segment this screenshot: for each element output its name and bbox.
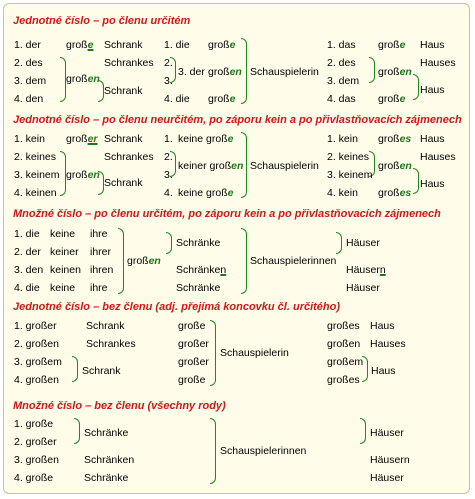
bracket bbox=[413, 74, 419, 100]
s3-f-noun: Schauspielerinnen bbox=[250, 255, 337, 267]
s2-n1-adj: großes bbox=[378, 133, 412, 145]
s1-n1-article: 1. das bbox=[327, 39, 356, 51]
bracket bbox=[241, 228, 247, 294]
s2-n2-noun: Hauses bbox=[420, 151, 456, 163]
s1-n2-noun: Hauses bbox=[420, 57, 456, 69]
s2-n23-adj: großen bbox=[378, 160, 412, 172]
s2-n4-adj: großes bbox=[378, 187, 412, 199]
s1-n2-article: 2. des bbox=[327, 57, 356, 69]
s5-n3-noun: Häusern bbox=[370, 454, 410, 466]
s4-m4: 4. großen bbox=[14, 374, 59, 386]
s2-n4-article: 4. kein bbox=[327, 187, 358, 199]
s4-m2: 2. großen bbox=[14, 338, 59, 350]
s2-m1-article: 1. kein bbox=[14, 133, 45, 145]
s2-f1-number: 1. bbox=[164, 133, 173, 145]
s2-m2-noun: Schrankes bbox=[104, 151, 154, 163]
section-heading-3: Množné číslo – po členu určitém, po záporu kein a po přivlastňovacích zájmenech bbox=[13, 208, 441, 220]
bracket bbox=[74, 418, 80, 444]
s2-m3-article: 3. keinem bbox=[14, 169, 60, 181]
bracket bbox=[336, 232, 342, 254]
bracket bbox=[118, 228, 124, 294]
s4-m1-noun: Schrank bbox=[86, 320, 125, 332]
s1-m4-noun: Schrank bbox=[104, 85, 143, 97]
s1-f23-article: 3. der bbox=[178, 66, 205, 78]
bracket bbox=[210, 320, 216, 386]
s2-f1-adj: keine große bbox=[178, 133, 234, 145]
s1-f-noun: Schauspielerin bbox=[250, 66, 319, 78]
s4-m2-noun: Schrankes bbox=[86, 338, 136, 350]
s3-r4-kein: keine bbox=[50, 282, 76, 294]
s3-r1-article: 1. die bbox=[14, 228, 40, 240]
s4-f1: große bbox=[178, 320, 206, 332]
section-heading-2: Jednotné číslo – po členu neurčitém, po záporu kein a po přivlastňovacích zájmenech bbox=[13, 114, 462, 126]
s4-m3: 3. großem bbox=[14, 356, 62, 368]
bracket bbox=[362, 356, 368, 382]
s2-m4-noun: Schrank bbox=[104, 177, 143, 189]
section-heading-4: Jednotné číslo – bez členu (adj. přejímá koncovku čl. určitého) bbox=[13, 301, 341, 313]
s2-f4-number: 4. bbox=[164, 187, 173, 199]
s2-m1-noun: Schrank bbox=[104, 133, 143, 145]
s2-n3-article: 3. keinem bbox=[327, 169, 373, 181]
s5-f-noun: Schauspielerinnen bbox=[220, 445, 307, 457]
s3-r1-poss: ihre bbox=[90, 228, 108, 240]
s5-n12-noun: Häuser bbox=[370, 427, 404, 439]
s4-n3: großem bbox=[327, 356, 364, 368]
s3-r2-kein: keiner bbox=[50, 246, 79, 258]
s4-f4: große bbox=[178, 374, 206, 386]
s2-n1-article: 1. kein bbox=[327, 133, 358, 145]
s3-n4-noun: Häuser bbox=[346, 282, 380, 294]
s1-n1-noun: Haus bbox=[420, 39, 445, 51]
bracket bbox=[210, 418, 216, 484]
s2-m1-adj: großer bbox=[66, 133, 98, 145]
s1-m2-noun: Schrankes bbox=[104, 57, 154, 69]
bracket bbox=[369, 57, 375, 83]
s1-n4-article: 4. das bbox=[327, 93, 356, 105]
s2-f23-adj: keiner großen bbox=[178, 160, 244, 172]
s4-m34-noun: Schrank bbox=[82, 365, 121, 377]
bracket bbox=[241, 132, 247, 198]
s4-n1-noun: Haus bbox=[370, 320, 395, 332]
s3-r1-kein: keine bbox=[50, 228, 76, 240]
bracket bbox=[72, 356, 78, 382]
s5-m3: 3. großen bbox=[14, 454, 59, 466]
s5-m12-noun: Schränke bbox=[84, 427, 129, 439]
s1-n3-article: 3. dem bbox=[327, 75, 360, 87]
s4-n4: großes bbox=[327, 374, 360, 386]
s3-r3-kein: keinen bbox=[50, 264, 81, 276]
s1-n23-adj: großen bbox=[378, 66, 412, 78]
s3-m3-noun: Schränken bbox=[176, 264, 227, 276]
section-heading-1: Jednotné číslo – po členu určitém bbox=[13, 15, 191, 27]
s4-f3: großer bbox=[178, 356, 209, 368]
bracket bbox=[241, 38, 247, 104]
s2-n34-noun: Haus bbox=[420, 178, 445, 190]
s2-n2-article: 2. keines bbox=[327, 151, 370, 163]
bracket bbox=[360, 418, 366, 444]
s1-f23-adj: großen bbox=[208, 66, 242, 78]
s1-f1-article: 1. die bbox=[164, 39, 190, 51]
s1-f4-article: 4. die bbox=[164, 93, 190, 105]
s3-r2-poss: ihrer bbox=[90, 246, 112, 258]
s4-n2-noun: Hauses bbox=[370, 338, 406, 350]
s3-n-noun: Häuser bbox=[346, 237, 380, 249]
s1-f1-adj: große bbox=[208, 39, 236, 51]
s4-n2: großen bbox=[327, 338, 361, 350]
s4-n34-noun: Haus bbox=[371, 365, 396, 377]
s1-n1-adj: große bbox=[378, 39, 406, 51]
s1-m1-adj: große bbox=[66, 39, 94, 51]
s2-m34-adj: großen bbox=[66, 169, 100, 181]
s4-f-noun: Schauspielerin bbox=[220, 347, 289, 359]
s5-m4: 4. große bbox=[14, 472, 54, 484]
s1-f3-number: 3. bbox=[164, 75, 173, 87]
bracket bbox=[413, 168, 419, 194]
s1-m2-article: 2. des bbox=[14, 57, 43, 69]
s5-m4-noun: Schränke bbox=[84, 472, 129, 484]
s3-n3-noun: Häusern bbox=[346, 264, 386, 276]
s3-r3-article: 3. den bbox=[14, 264, 44, 276]
s2-f-noun: Schauspielerin bbox=[250, 160, 319, 172]
s3-m4-noun: Schränke bbox=[176, 282, 221, 294]
s3-r4-article: 4. die bbox=[14, 282, 40, 294]
s4-m1: 1. großer bbox=[14, 320, 57, 332]
s1-m1-article: 1. der bbox=[14, 39, 41, 51]
s2-f2-number: 2. bbox=[164, 151, 173, 163]
s2-f3-number: 3. bbox=[164, 169, 173, 181]
s3-adj: großen bbox=[127, 255, 161, 267]
s3-m-noun: Schränke bbox=[176, 237, 221, 249]
s2-f4-adj: keine große bbox=[178, 187, 234, 199]
s5-m2: 2. großer bbox=[14, 436, 57, 448]
s1-f2-article: 2. bbox=[164, 57, 173, 69]
s3-r3-poss: ihren bbox=[90, 264, 114, 276]
s1-m34-adj: großen bbox=[66, 73, 100, 85]
s4-n1: großes bbox=[327, 320, 360, 332]
s1-m3-article: 3. dem bbox=[14, 75, 47, 87]
bracket bbox=[166, 232, 172, 254]
section-heading-5: Množné číslo – bez členu (všechny rody) bbox=[13, 400, 226, 412]
s1-m4-article: 4. den bbox=[14, 93, 44, 105]
s2-m2-article: 2. keines bbox=[14, 151, 57, 163]
s1-n4-adj: große bbox=[378, 93, 406, 105]
s1-m1-noun: Schrank bbox=[104, 39, 143, 51]
s1-f4-adj: große bbox=[208, 93, 236, 105]
s1-n34-noun: Haus bbox=[420, 84, 445, 96]
s5-m3-noun: Schränken bbox=[84, 454, 135, 466]
s5-m1: 1. große bbox=[14, 418, 54, 430]
s5-n4-noun: Häuser bbox=[370, 472, 404, 484]
s2-n1-noun: Haus bbox=[420, 133, 445, 145]
s3-r4-poss: ihre bbox=[90, 282, 108, 294]
s3-r2-article: 2. der bbox=[14, 246, 41, 258]
s4-f2: großer bbox=[178, 338, 209, 350]
s2-m4-article: 4. keinen bbox=[14, 187, 57, 199]
